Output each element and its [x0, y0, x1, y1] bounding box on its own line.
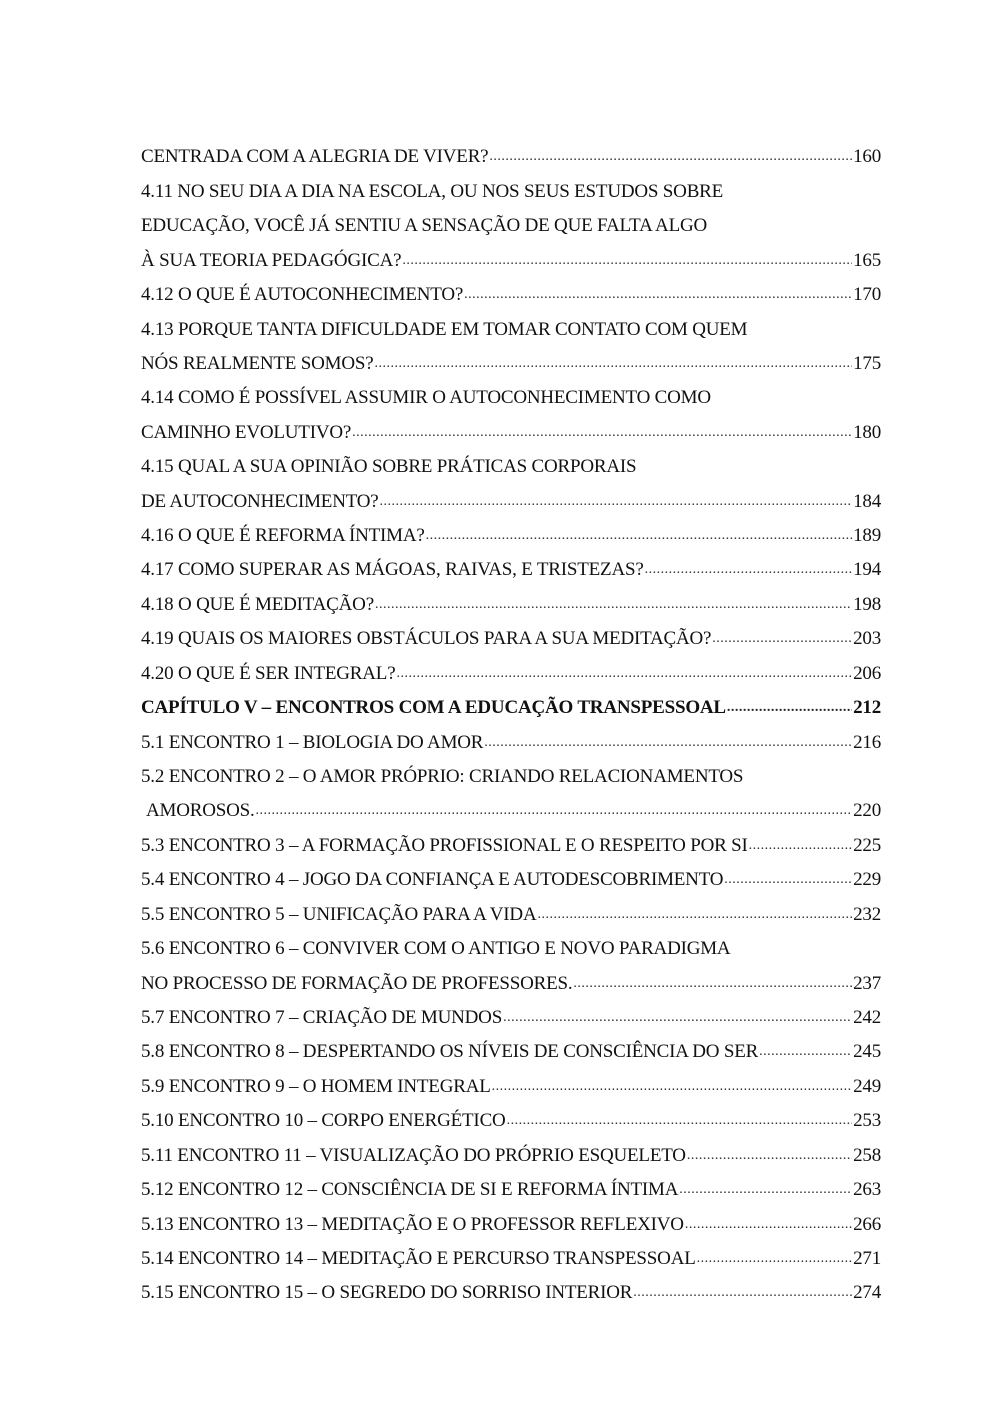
dot-leader: [727, 697, 852, 719]
dot-leader: [492, 1076, 852, 1098]
toc-entry-page: 263: [853, 1179, 881, 1201]
toc-entry-page: 184: [853, 490, 881, 512]
dot-leader: [749, 835, 852, 857]
dot-leader: [396, 663, 852, 685]
toc-entry-title: 5.11 ENCONTRO 11 – VISUALIZAÇÃO DO PRÓPRIO ESQUELETO: [141, 1144, 686, 1166]
dot-leader: [759, 1041, 852, 1063]
toc-entry-title: 5.1 ENCONTRO 1 – BIOLOGIA DO AMOR: [141, 731, 484, 753]
toc-entry-page: 245: [853, 1041, 881, 1063]
toc-entry: [141, 895, 881, 929]
toc-entry-title: 4.16 O QUE É REFORMA ÍNTIMA?: [141, 525, 425, 547]
toc-entry: [141, 310, 881, 344]
toc-entry: [141, 276, 881, 310]
toc-entry-title: 5.10 ENCONTRO 10 – CORPO ENERGÉTICO: [141, 1110, 506, 1132]
toc-entry-page: 237: [853, 972, 881, 994]
dot-leader: [697, 1248, 852, 1270]
toc-entry: [141, 413, 881, 447]
dot-leader: [352, 422, 852, 444]
dot-leader: [503, 1007, 852, 1029]
toc-entry-page: 170: [853, 284, 881, 306]
dot-leader: [426, 525, 852, 547]
toc-entry-page: 242: [853, 1006, 881, 1028]
toc-entry-title: CAMINHO EVOLUTIVO?: [141, 421, 352, 443]
toc-entry-page: 258: [853, 1144, 881, 1166]
toc-entry-page: 198: [853, 593, 881, 615]
toc-entry: [141, 241, 881, 275]
toc-entry-page: 189: [853, 525, 881, 547]
toc-entry: [141, 138, 881, 172]
dot-leader: [645, 559, 853, 581]
dot-leader: [633, 1282, 852, 1304]
toc-entry: [141, 930, 881, 964]
toc-entry: [141, 1067, 881, 1101]
dot-leader: [724, 869, 852, 891]
toc-entry: [141, 1102, 881, 1136]
toc-entry-title: NÓS REALMENTE SOMOS?: [141, 352, 374, 374]
dot-leader: [679, 1179, 852, 1201]
toc-entry-page: 212: [853, 697, 881, 719]
toc-entry: [141, 172, 881, 206]
toc-entry: [141, 792, 881, 826]
toc-entry-title: 4.11 NO SEU DIA A DIA NA ESCOLA, OU NOS SEUS ESTUDOS SOBRE: [141, 180, 724, 202]
toc-entry: [141, 758, 881, 792]
toc-entry-title: 5.6 ENCONTRO 6 – CONVIVER COM O ANTIGO E NOVO PARADIGMA: [141, 938, 731, 960]
toc-entry: [141, 551, 881, 585]
table-of-contents: [141, 138, 881, 1308]
toc-entry-title: À SUA TEORIA PEDAGÓGICA?: [141, 249, 402, 271]
toc-entry-page: 271: [853, 1247, 881, 1269]
toc-entry: [141, 379, 881, 413]
toc-entry-title: 4.20 O QUE É SER INTEGRAL?: [141, 662, 396, 684]
toc-entry-title: 5.12 ENCONTRO 12 – CONSCIÊNCIA DE SI E REFORMA ÍNTIMA: [141, 1179, 679, 1201]
dot-leader: [484, 732, 852, 754]
toc-entry-title: 4.14 COMO É POSSÍVEL ASSUMIR O AUTOCONHECIMENTO COMO: [141, 387, 711, 409]
toc-entry-title: CENTRADA COM A ALEGRIA DE VIVER?: [141, 146, 489, 168]
toc-entry: [141, 620, 881, 654]
toc-entry-page: 229: [853, 869, 881, 891]
toc-entry-title: 5.8 ENCONTRO 8 – DESPERTANDO OS NÍVEIS DE CONSCIÊNCIA DO SER: [141, 1041, 759, 1063]
toc-entry-page: 274: [853, 1282, 881, 1304]
toc-entry-page: 253: [853, 1110, 881, 1132]
toc-entry-page: 194: [853, 559, 881, 581]
toc-entry: [141, 964, 881, 998]
toc-entry: [141, 345, 881, 379]
toc-entry: [141, 448, 881, 482]
dot-leader: [537, 904, 852, 926]
toc-entry-title: 5.14 ENCONTRO 14 – MEDITAÇÃO E PERCURSO TRANSPESSOAL: [141, 1247, 696, 1269]
toc-entry: [141, 1205, 881, 1239]
toc-entry-page: 220: [853, 800, 881, 822]
toc-entry-page: 206: [853, 662, 881, 684]
toc-entry-title: 5.15 ENCONTRO 15 – O SEGREDO DO SORRISO INTERIOR: [141, 1282, 633, 1304]
dot-leader: [380, 491, 853, 513]
toc-entry-title: 4.12 O QUE É AUTOCONHECIMENTO?: [141, 284, 464, 306]
toc-entry: [141, 1033, 881, 1067]
dot-leader: [489, 146, 852, 168]
toc-entry-title: 5.13 ENCONTRO 13 – MEDITAÇÃO E O PROFESSOR REFLEXIVO: [141, 1213, 684, 1235]
toc-entry-title: 4.19 QUAIS OS MAIORES OBSTÁCULOS PARA A SUA MEDITAÇÃO?: [141, 628, 712, 650]
toc-entry: [141, 999, 881, 1033]
toc-entry: [141, 826, 881, 860]
toc-entry: [141, 482, 881, 516]
toc-entry: [141, 1171, 881, 1205]
toc-entry-page: 266: [853, 1213, 881, 1235]
toc-entry-title: NO PROCESSO DE FORMAÇÃO DE PROFESSORES.: [141, 972, 573, 994]
dot-leader: [375, 594, 852, 616]
toc-entry-title: CAPÍTULO V – ENCONTROS COM A EDUCAÇÃO TRANSPESSOAL: [141, 697, 726, 719]
toc-entry-title: 5.3 ENCONTRO 3 – A FORMAÇÃO PROFISSIONAL E O RESPEITO POR SI: [141, 834, 748, 856]
toc-entry-page: 225: [853, 834, 881, 856]
dot-leader: [687, 1145, 852, 1167]
toc-entry: [141, 1274, 881, 1308]
toc-entry-page: 232: [853, 903, 881, 925]
dot-leader: [464, 284, 852, 306]
toc-entry-title: 5.5 ENCONTRO 5 – UNIFICAÇÃO PARA A VIDA: [141, 903, 537, 925]
toc-entry-page: 180: [853, 421, 881, 443]
toc-entry-title: 4.17 COMO SUPERAR AS MÁGOAS, RAIVAS, E TRISTEZAS?: [141, 559, 644, 581]
toc-entry-title: 4.18 O QUE É MEDITAÇÃO?: [141, 593, 374, 615]
toc-entry: [141, 1136, 881, 1170]
toc-entry-title: DE AUTOCONHECIMENTO?: [141, 490, 379, 512]
toc-entry-page: 165: [853, 249, 881, 271]
toc-entry: [141, 517, 881, 551]
toc-entry-page: 203: [853, 628, 881, 650]
toc-entry-page: 175: [853, 352, 881, 374]
toc-entry: [141, 207, 881, 241]
toc-entry-title: 5.9 ENCONTRO 9 – O HOMEM INTEGRAL: [141, 1075, 491, 1097]
toc-entry-title: EDUCAÇÃO, VOCÊ JÁ SENTIU A SENSAÇÃO DE QUE FALTA ALGO: [141, 215, 708, 237]
dot-leader: [507, 1110, 853, 1132]
dot-leader: [374, 353, 852, 375]
toc-entry-title: 4.13 PORQUE TANTA DIFICULDADE EM TOMAR CONTATO COM QUEM: [141, 318, 748, 340]
toc-entry-title: 5.7 ENCONTRO 7 – CRIAÇÃO DE MUNDOS: [141, 1006, 503, 1028]
dot-leader: [685, 1214, 852, 1236]
toc-entry-title: 4.15 QUAL A SUA OPINIÃO SOBRE PRÁTICAS CORPORAIS: [141, 456, 637, 478]
toc-entry: [141, 723, 881, 757]
toc-entry-page: 160: [853, 146, 881, 168]
dot-leader: [573, 973, 852, 995]
dot-leader: [402, 250, 852, 272]
toc-entry-page: 249: [853, 1075, 881, 1097]
toc-entry-title: 5.4 ENCONTRO 4 – JOGO DA CONFIANÇA E AUTODESCOBRIMENTO: [141, 869, 724, 891]
toc-entry-page: 216: [853, 731, 881, 753]
toc-entry: [141, 585, 881, 619]
toc-entry: [141, 861, 881, 895]
dot-leader: [712, 628, 852, 650]
toc-entry: [141, 1240, 881, 1274]
toc-entry-title: 5.2 ENCONTRO 2 – O AMOR PRÓPRIO: CRIANDO RELACIONAMENTOS: [141, 766, 744, 788]
dot-leader: [256, 800, 853, 822]
toc-entry: [141, 654, 881, 688]
toc-entry-title: AMOROSOS.: [146, 800, 255, 822]
toc-chapter-heading: [141, 689, 881, 723]
